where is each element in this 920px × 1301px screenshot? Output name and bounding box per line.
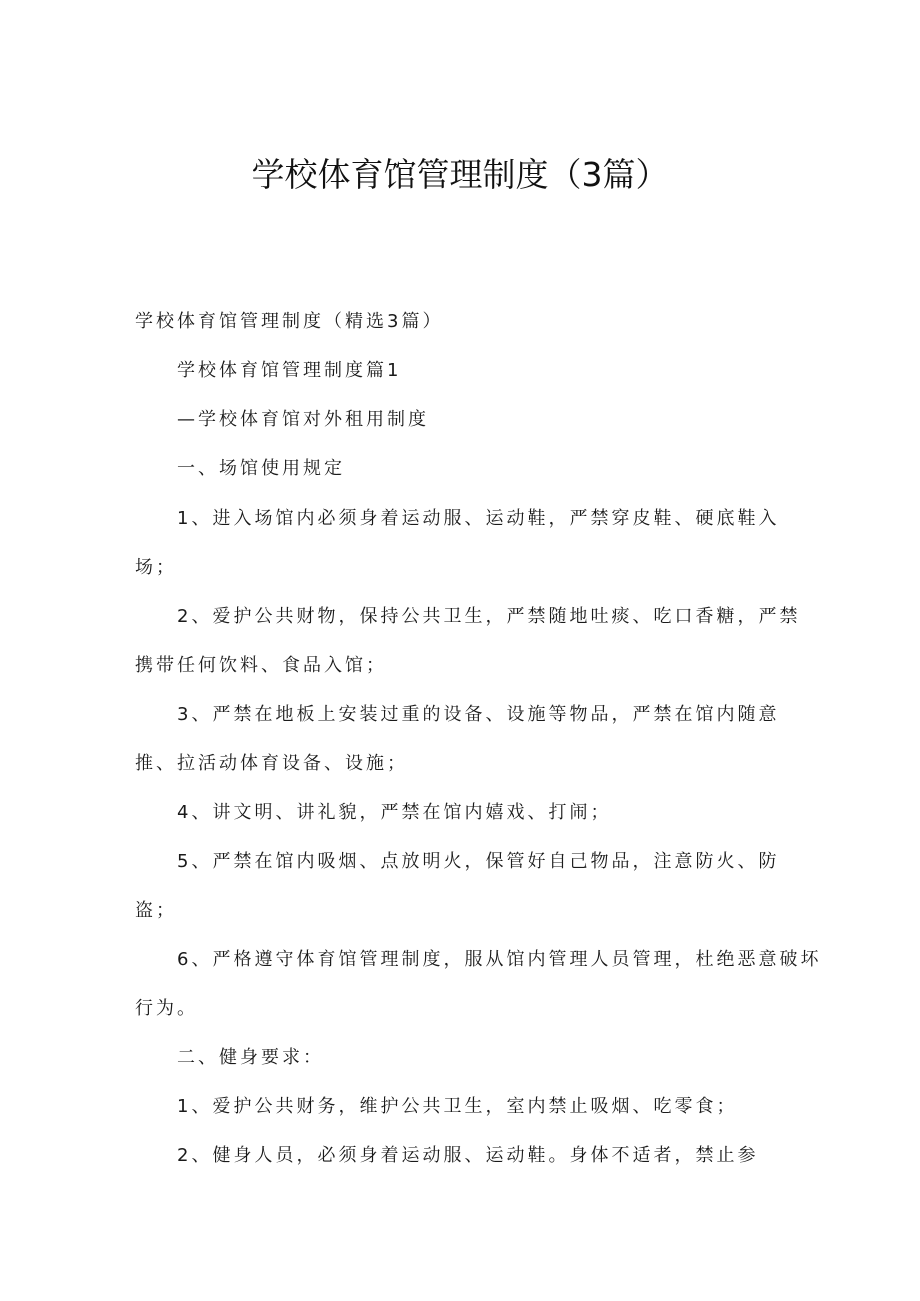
paragraph-line: 行为。 — [135, 998, 198, 1019]
paragraph-line: 一、场馆使用规定 — [177, 458, 345, 479]
paragraph-line: 携带任何饮料、食品入馆； — [135, 655, 387, 676]
paragraph-line: 场； — [135, 557, 177, 578]
paragraph-line: 6、严格遵守体育馆管理制度，服从馆内管理人员管理，杜绝恶意破坏 — [177, 949, 822, 970]
paragraph-line: 5、严禁在馆内吸烟、点放明火，保管好自己物品，注意防火、防 — [177, 851, 780, 872]
paragraph-line: 二、健身要求： — [177, 1047, 324, 1068]
paragraph-line: 4、讲文明、讲礼貌，严禁在馆内嬉戏、打闹； — [177, 802, 612, 823]
paragraph-line: 1、进入场馆内必须身着运动服、运动鞋，严禁穿皮鞋、硬底鞋入 — [177, 508, 780, 529]
paragraph-line: 2、健身人员，必须身着运动服、运动鞋。身体不适者，禁止参 — [177, 1145, 759, 1166]
section-heading: 学校体育馆管理制度篇1 — [177, 360, 402, 381]
subtitle-line: 学校体育馆管理制度（精选3篇） — [135, 311, 444, 332]
paragraph-line: 盗； — [135, 900, 177, 921]
paragraph-line: 2、爱护公共财物，保持公共卫生，严禁随地吐痰、吃口香糖，严禁 — [177, 606, 801, 627]
document-title: 学校体育馆管理制度（3篇） — [251, 155, 669, 194]
paragraph-line: 推、拉活动体育设备、设施； — [135, 753, 408, 774]
paragraph-line: 1、爱护公共财务，维护公共卫生，室内禁止吸烟、吃零食； — [177, 1096, 738, 1117]
paragraph-line: —学校体育馆对外租用制度 — [177, 409, 429, 430]
paragraph-line: 3、严禁在地板上安装过重的设备、设施等物品，严禁在馆内随意 — [177, 704, 780, 725]
